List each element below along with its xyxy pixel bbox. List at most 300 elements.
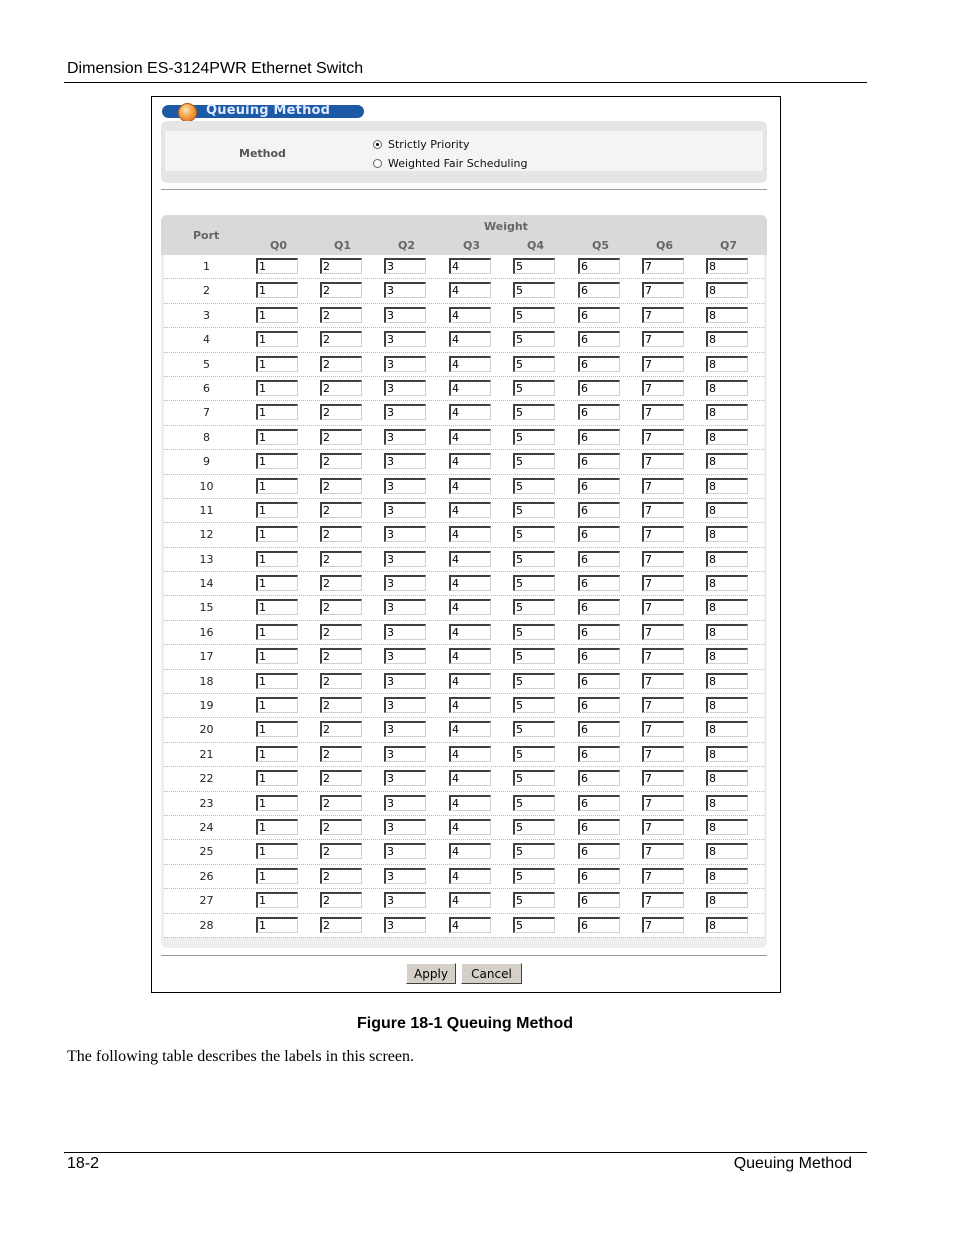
weight-input-q5[interactable]: 6 [578, 282, 620, 298]
weight-input-q0[interactable]: 1 [256, 551, 298, 567]
header-rule [64, 82, 867, 83]
method-option-weighted-fair-scheduling[interactable] [373, 157, 528, 170]
weight-input-q5[interactable]: 6 [578, 795, 620, 811]
weight-input-q3[interactable]: 4 [449, 307, 491, 323]
weight-input-q2[interactable]: 3 [384, 551, 426, 567]
weight-input-q4[interactable]: 5 [513, 331, 555, 347]
queue-header: Q6 [656, 239, 674, 252]
weight-input-q4[interactable]: 5 [513, 648, 555, 664]
weight-input-q7[interactable]: 8 [706, 258, 748, 274]
table-row [164, 255, 764, 279]
weight-input-q6[interactable]: 7 [642, 624, 684, 640]
weight-input-q3[interactable]: 4 [449, 770, 491, 786]
weight-input-q4[interactable]: 5 [513, 429, 555, 445]
port-number: 16 [199, 625, 214, 639]
weight-input-q1[interactable]: 2 [320, 746, 362, 762]
weight-input-q7[interactable]: 8 [706, 843, 748, 859]
weight-input-q3[interactable]: 4 [449, 648, 491, 664]
weight-input-q6[interactable]: 7 [642, 648, 684, 664]
weight-input-q6[interactable]: 7 [642, 307, 684, 323]
weight-input-q0[interactable]: 1 [256, 478, 298, 494]
weight-input-q1[interactable]: 2 [320, 282, 362, 298]
port-number: 23 [199, 796, 214, 810]
radio-weighted-fair-scheduling[interactable] [373, 159, 382, 168]
weight-input-q5[interactable]: 6 [578, 721, 620, 737]
weight-input-q0[interactable]: 1 [256, 868, 298, 884]
weight-input-q3[interactable]: 4 [449, 380, 491, 396]
table-row [164, 670, 764, 694]
weight-input-q7[interactable]: 8 [706, 380, 748, 396]
weight-input-q4[interactable]: 5 [513, 721, 555, 737]
weight-input-q0[interactable]: 1 [256, 404, 298, 420]
weight-input-q3[interactable]: 4 [449, 331, 491, 347]
weight-input-q5[interactable]: 6 [578, 478, 620, 494]
weight-input-q0[interactable]: 1 [256, 819, 298, 835]
weight-input-q0[interactable]: 1 [256, 282, 298, 298]
weight-input-q1[interactable]: 2 [320, 404, 362, 420]
weight-input-q3[interactable]: 4 [449, 478, 491, 494]
weight-input-q5[interactable]: 6 [578, 453, 620, 469]
port-header: Port [193, 229, 220, 242]
weight-input-q7[interactable]: 8 [706, 502, 748, 518]
port-number: 17 [199, 650, 214, 664]
weight-input-q2[interactable]: 3 [384, 380, 426, 396]
weight-input-q1[interactable]: 2 [320, 258, 362, 274]
weight-input-q4[interactable]: 5 [513, 575, 555, 591]
weight-input-q1[interactable]: 2 [320, 868, 362, 884]
weight-input-q6[interactable]: 7 [642, 429, 684, 445]
table-row [164, 353, 764, 377]
weight-input-q4[interactable]: 5 [513, 356, 555, 372]
weight-input-q4[interactable]: 5 [513, 478, 555, 494]
weight-input-q2[interactable]: 3 [384, 575, 426, 591]
weight-input-q1[interactable]: 2 [320, 331, 362, 347]
table-row [164, 645, 764, 669]
weight-input-q6[interactable]: 7 [642, 551, 684, 567]
port-number: 24 [199, 820, 214, 834]
table-row [164, 450, 764, 474]
weight-input-q2[interactable]: 3 [384, 892, 426, 908]
weight-input-q2[interactable]: 3 [384, 673, 426, 689]
weight-header: Weight [484, 220, 528, 233]
weight-input-q7[interactable]: 8 [706, 819, 748, 835]
weight-input-q1[interactable]: 2 [320, 307, 362, 323]
weight-input-q6[interactable]: 7 [642, 453, 684, 469]
weight-input-q7[interactable]: 8 [706, 453, 748, 469]
weight-input-q2[interactable]: 3 [384, 282, 426, 298]
weight-input-q0[interactable]: 1 [256, 673, 298, 689]
orb-icon [178, 103, 197, 122]
table-row [164, 548, 764, 572]
weight-input-q2[interactable]: 3 [384, 526, 426, 542]
weight-input-q5[interactable]: 6 [578, 892, 620, 908]
weight-input-q3[interactable]: 4 [449, 624, 491, 640]
weight-input-q6[interactable]: 7 [642, 599, 684, 615]
weight-input-q1[interactable]: 2 [320, 599, 362, 615]
weight-input-q4[interactable]: 5 [513, 746, 555, 762]
weight-input-q7[interactable]: 8 [706, 307, 748, 323]
weight-input-q4[interactable]: 5 [513, 258, 555, 274]
weight-input-q3[interactable]: 4 [449, 746, 491, 762]
weight-input-q7[interactable]: 8 [706, 770, 748, 786]
table-header [161, 215, 767, 255]
table-row [164, 377, 764, 401]
weight-input-q5[interactable]: 6 [578, 526, 620, 542]
weight-input-q4[interactable]: 5 [513, 526, 555, 542]
queue-header: Q7 [720, 239, 738, 252]
weight-input-q5[interactable]: 6 [578, 843, 620, 859]
port-number: 13 [199, 552, 214, 566]
weight-input-q0[interactable]: 1 [256, 307, 298, 323]
weight-input-q4[interactable]: 5 [513, 380, 555, 396]
weight-input-q6[interactable]: 7 [642, 868, 684, 884]
weight-input-q5[interactable]: 6 [578, 697, 620, 713]
table-row [164, 743, 764, 767]
weight-input-q6[interactable]: 7 [642, 917, 684, 933]
weight-input-q7[interactable]: 8 [706, 917, 748, 933]
weight-input-q2[interactable]: 3 [384, 599, 426, 615]
weight-input-q5[interactable]: 6 [578, 380, 620, 396]
weight-input-q2[interactable]: 3 [384, 624, 426, 640]
weight-input-q4[interactable]: 5 [513, 868, 555, 884]
weight-input-q0[interactable]: 1 [256, 917, 298, 933]
table-rows [164, 255, 764, 938]
weight-input-q6[interactable]: 7 [642, 478, 684, 494]
port-number: 7 [203, 406, 210, 420]
weight-input-q7[interactable]: 8 [706, 697, 748, 713]
weight-input-q3[interactable]: 4 [449, 843, 491, 859]
weight-input-q3[interactable]: 4 [449, 697, 491, 713]
port-number: 19 [199, 699, 214, 713]
table-row [164, 499, 764, 523]
weight-input-q3[interactable]: 4 [449, 502, 491, 518]
figure-caption: Figure 18-1 Queuing Method [356, 1015, 573, 1032]
weight-input-q2[interactable]: 3 [384, 404, 426, 420]
weight-input-q2[interactable]: 3 [384, 917, 426, 933]
port-number: 11 [199, 503, 214, 517]
weight-input-q1[interactable]: 2 [320, 721, 362, 737]
weight-input-q7[interactable]: 8 [706, 721, 748, 737]
method-option-strictly-priority[interactable] [373, 138, 469, 151]
method-label: Method [239, 147, 286, 160]
weight-input-q5[interactable]: 6 [578, 868, 620, 884]
weight-input-q2[interactable]: 3 [384, 697, 426, 713]
weight-input-q2[interactable]: 3 [384, 331, 426, 347]
weight-input-q4[interactable]: 5 [513, 917, 555, 933]
weight-input-q6[interactable]: 7 [642, 843, 684, 859]
weight-input-q1[interactable]: 2 [320, 356, 362, 372]
weight-input-q0[interactable]: 1 [256, 599, 298, 615]
table-row [164, 816, 764, 840]
weight-input-q5[interactable]: 6 [578, 575, 620, 591]
weight-input-q7[interactable]: 8 [706, 673, 748, 689]
weight-input-q6[interactable]: 7 [642, 770, 684, 786]
weight-input-q3[interactable]: 4 [449, 526, 491, 542]
weight-input-q7[interactable]: 8 [706, 282, 748, 298]
weight-input-q5[interactable]: 6 [578, 770, 620, 786]
weight-input-q0[interactable]: 1 [256, 526, 298, 542]
cancel-button[interactable]: Cancel [461, 963, 522, 984]
weight-input-q3[interactable]: 4 [449, 795, 491, 811]
weight-input-q2[interactable]: 3 [384, 819, 426, 835]
queue-header: Q0 [270, 239, 288, 252]
weight-input-q4[interactable]: 5 [513, 795, 555, 811]
weight-input-q0[interactable]: 1 [256, 624, 298, 640]
weight-input-q2[interactable]: 3 [384, 429, 426, 445]
weight-input-q5[interactable]: 6 [578, 624, 620, 640]
weight-input-q2[interactable]: 3 [384, 648, 426, 664]
weight-input-q6[interactable]: 7 [642, 258, 684, 274]
weight-input-q7[interactable]: 8 [706, 551, 748, 567]
weight-input-q5[interactable]: 6 [578, 746, 620, 762]
weight-input-q6[interactable]: 7 [642, 356, 684, 372]
weight-input-q2[interactable]: 3 [384, 770, 426, 786]
weight-input-q4[interactable]: 5 [513, 599, 555, 615]
weight-input-q7[interactable]: 8 [706, 478, 748, 494]
body-text: The following table describes the labels in this screen. [67, 1048, 415, 1065]
weight-input-q0[interactable]: 1 [256, 356, 298, 372]
weight-input-q1[interactable]: 2 [320, 843, 362, 859]
weight-input-q6[interactable]: 7 [642, 746, 684, 762]
weight-input-q0[interactable]: 1 [256, 795, 298, 811]
weight-input-q5[interactable]: 6 [578, 917, 620, 933]
table-row [164, 596, 764, 620]
divider [161, 955, 767, 956]
weight-input-q3[interactable]: 4 [449, 721, 491, 737]
weight-input-q5[interactable]: 6 [578, 673, 620, 689]
weight-input-q0[interactable]: 1 [256, 502, 298, 518]
weight-input-q0[interactable]: 1 [256, 331, 298, 347]
weight-input-q7[interactable]: 8 [706, 356, 748, 372]
weight-input-q3[interactable]: 4 [449, 819, 491, 835]
weight-input-q3[interactable]: 4 [449, 673, 491, 689]
weight-input-q6[interactable]: 7 [642, 697, 684, 713]
port-number: 10 [199, 479, 214, 493]
table-row [164, 572, 764, 596]
weight-input-q5[interactable]: 6 [578, 429, 620, 445]
port-number: 1 [203, 260, 210, 273]
weight-input-q4[interactable]: 5 [513, 307, 555, 323]
weight-input-q1[interactable]: 2 [320, 380, 362, 396]
weight-input-q1[interactable]: 2 [320, 502, 362, 518]
weight-input-q2[interactable]: 3 [384, 721, 426, 737]
weight-input-q5[interactable]: 6 [578, 307, 620, 323]
weight-input-q6[interactable]: 7 [642, 526, 684, 542]
weight-input-q1[interactable]: 2 [320, 429, 362, 445]
weight-input-q5[interactable]: 6 [578, 551, 620, 567]
weight-input-q5[interactable]: 6 [578, 599, 620, 615]
weight-input-q4[interactable]: 5 [513, 843, 555, 859]
page-number: 18-2 [67, 1155, 100, 1172]
weight-input-q3[interactable]: 4 [449, 599, 491, 615]
weight-input-q6[interactable]: 7 [642, 819, 684, 835]
divider [161, 189, 767, 190]
table-row [164, 279, 764, 303]
weight-input-q3[interactable]: 4 [449, 868, 491, 884]
weight-input-q3[interactable]: 4 [449, 356, 491, 372]
weight-input-q7[interactable]: 8 [706, 892, 748, 908]
port-number: 14 [199, 577, 214, 591]
table-row [164, 914, 764, 938]
weight-input-q5[interactable]: 6 [578, 356, 620, 372]
weight-input-q7[interactable]: 8 [706, 331, 748, 347]
port-number: 18 [199, 674, 214, 688]
weight-input-q5[interactable]: 6 [578, 502, 620, 518]
table-row [164, 694, 764, 718]
weight-input-q0[interactable]: 1 [256, 258, 298, 274]
weight-input-q1[interactable]: 2 [320, 478, 362, 494]
weight-input-q0[interactable]: 1 [256, 429, 298, 445]
weight-input-q3[interactable]: 4 [449, 551, 491, 567]
weight-input-q5[interactable]: 6 [578, 648, 620, 664]
port-number: 28 [199, 918, 214, 932]
weight-input-q0[interactable]: 1 [256, 770, 298, 786]
weight-input-q4[interactable]: 5 [513, 892, 555, 908]
weight-input-q3[interactable]: 4 [449, 453, 491, 469]
weight-input-q4[interactable]: 5 [513, 819, 555, 835]
weight-input-q7[interactable]: 8 [706, 526, 748, 542]
port-number: 3 [203, 308, 210, 322]
weight-input-q6[interactable]: 7 [642, 892, 684, 908]
weight-input-q5[interactable]: 6 [578, 819, 620, 835]
table-row [164, 523, 764, 547]
weight-input-q6[interactable]: 7 [642, 795, 684, 811]
port-number: 21 [199, 747, 214, 761]
weight-input-q1[interactable]: 2 [320, 819, 362, 835]
weight-input-q0[interactable]: 1 [256, 380, 298, 396]
weight-input-q2[interactable]: 3 [384, 258, 426, 274]
weight-input-q2[interactable]: 3 [384, 502, 426, 518]
weight-input-q0[interactable]: 1 [256, 721, 298, 737]
table-row [164, 426, 764, 450]
weight-input-q7[interactable]: 8 [706, 795, 748, 811]
port-number: 4 [203, 333, 210, 347]
weight-input-q4[interactable]: 5 [513, 282, 555, 298]
weight-input-q6[interactable]: 7 [642, 380, 684, 396]
weight-input-q6[interactable]: 7 [642, 282, 684, 298]
port-number: 26 [199, 869, 214, 883]
weight-input-q2[interactable]: 3 [384, 795, 426, 811]
queue-header: Q1 [334, 239, 352, 252]
port-number: 2 [203, 284, 210, 298]
weight-input-q3[interactable]: 4 [449, 575, 491, 591]
weight-input-q7[interactable]: 8 [706, 429, 748, 445]
weight-input-q1[interactable]: 2 [320, 453, 362, 469]
weight-input-q1[interactable]: 2 [320, 551, 362, 567]
weight-input-q2[interactable]: 3 [384, 868, 426, 884]
port-number: 25 [199, 845, 214, 859]
weight-input-q4[interactable]: 5 [513, 404, 555, 420]
weight-input-q3[interactable]: 4 [449, 258, 491, 274]
weight-input-q4[interactable]: 5 [513, 453, 555, 469]
chapter-title: Queuing Method [733, 1155, 852, 1172]
weight-input-q0[interactable]: 1 [256, 892, 298, 908]
weight-input-q4[interactable]: 5 [513, 502, 555, 518]
weight-input-q6[interactable]: 7 [642, 721, 684, 737]
weight-input-q3[interactable]: 4 [449, 892, 491, 908]
weight-input-q3[interactable]: 4 [449, 917, 491, 933]
weight-input-q1[interactable]: 2 [320, 624, 362, 640]
weight-input-q4[interactable]: 5 [513, 673, 555, 689]
weight-table [161, 215, 767, 948]
weight-input-q2[interactable]: 3 [384, 843, 426, 859]
title-bar [162, 105, 364, 118]
weight-input-q5[interactable]: 6 [578, 331, 620, 347]
queue-header: Q5 [592, 239, 610, 252]
weight-input-q7[interactable]: 8 [706, 404, 748, 420]
weight-input-q3[interactable]: 4 [449, 404, 491, 420]
weight-input-q7[interactable]: 8 [706, 648, 748, 664]
weight-input-q7[interactable]: 8 [706, 868, 748, 884]
weight-input-q6[interactable]: 7 [642, 404, 684, 420]
weight-input-q1[interactable]: 2 [320, 575, 362, 591]
weight-input-q0[interactable]: 1 [256, 843, 298, 859]
weight-input-q2[interactable]: 3 [384, 478, 426, 494]
weight-input-q1[interactable]: 2 [320, 673, 362, 689]
table-row [164, 304, 764, 328]
queue-header: Q2 [398, 239, 416, 252]
table-row [164, 328, 764, 352]
radio-strictly-priority[interactable] [373, 140, 382, 149]
weight-input-q7[interactable]: 8 [706, 599, 748, 615]
weight-input-q4[interactable]: 5 [513, 770, 555, 786]
table-row [164, 621, 764, 645]
weight-input-q5[interactable]: 6 [578, 404, 620, 420]
weight-input-q4[interactable]: 5 [513, 551, 555, 567]
queue-header: Q3 [463, 239, 481, 252]
table-row [164, 401, 764, 425]
port-number: 22 [199, 772, 214, 786]
table-row [164, 718, 764, 742]
weight-input-q1[interactable]: 2 [320, 770, 362, 786]
weight-input-q2[interactable]: 3 [384, 746, 426, 762]
apply-button[interactable]: Apply [406, 963, 456, 984]
table-row [164, 889, 764, 913]
weight-input-q1[interactable]: 2 [320, 697, 362, 713]
weight-input-q3[interactable]: 4 [449, 429, 491, 445]
weight-input-q6[interactable]: 7 [642, 331, 684, 347]
weight-input-q4[interactable]: 5 [513, 624, 555, 640]
weight-input-q7[interactable]: 8 [706, 624, 748, 640]
weight-input-q6[interactable]: 7 [642, 575, 684, 591]
weight-input-q0[interactable]: 1 [256, 746, 298, 762]
weight-input-q2[interactable]: 3 [384, 453, 426, 469]
weight-input-q1[interactable]: 2 [320, 648, 362, 664]
weight-input-q7[interactable]: 8 [706, 746, 748, 762]
weight-input-q2[interactable]: 3 [384, 307, 426, 323]
weight-input-q7[interactable]: 8 [706, 575, 748, 591]
weight-input-q3[interactable]: 4 [449, 282, 491, 298]
weight-input-q0[interactable]: 1 [256, 575, 298, 591]
weight-input-q6[interactable]: 7 [642, 673, 684, 689]
weight-input-q0[interactable]: 1 [256, 697, 298, 713]
footer-rule [64, 1152, 867, 1153]
weight-input-q0[interactable]: 1 [256, 648, 298, 664]
weight-input-q1[interactable]: 2 [320, 917, 362, 933]
weight-input-q1[interactable]: 2 [320, 892, 362, 908]
radio-label: Weighted Fair Scheduling [388, 157, 528, 170]
table-row [164, 840, 764, 864]
weight-input-q5[interactable]: 6 [578, 258, 620, 274]
weight-input-q4[interactable]: 5 [513, 697, 555, 713]
weight-input-q1[interactable]: 2 [320, 526, 362, 542]
weight-input-q0[interactable]: 1 [256, 453, 298, 469]
weight-input-q1[interactable]: 2 [320, 795, 362, 811]
weight-input-q6[interactable]: 7 [642, 502, 684, 518]
table-row [164, 767, 764, 791]
port-number: 15 [199, 601, 214, 615]
weight-input-q2[interactable]: 3 [384, 356, 426, 372]
